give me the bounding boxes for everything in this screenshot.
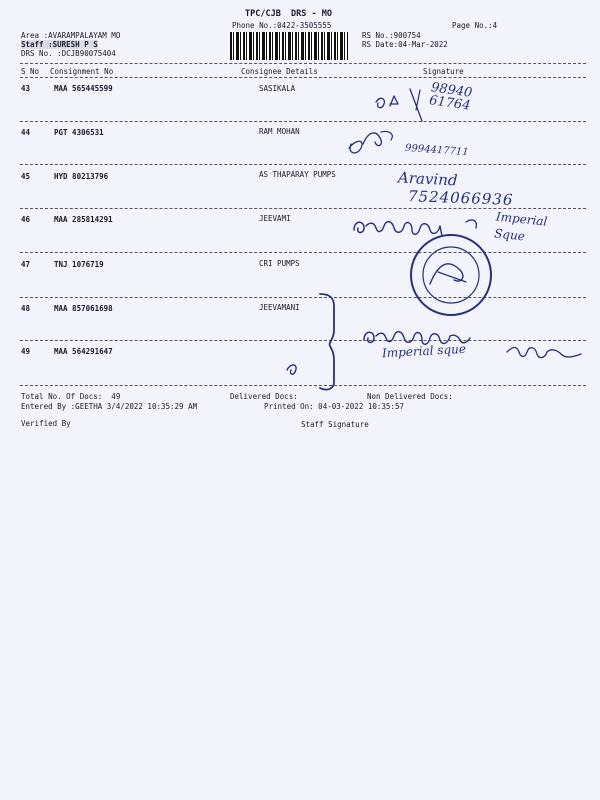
row-consignment: MAA 565445599 — [54, 84, 113, 93]
row-consignment: PGT 4306531 — [54, 128, 104, 137]
rs-number: RS No.:900754 — [362, 31, 421, 40]
row-consignee: JEEVAMI — [259, 214, 291, 223]
col-sno: S No — [21, 67, 40, 76]
header-divider-top — [20, 63, 586, 64]
handwritten-phone-row44: 9994417711 — [404, 142, 469, 159]
col-consignment: Consignment No — [50, 67, 114, 76]
handwritten-company-row46: Imperial Sque — [493, 209, 549, 244]
row-consignment: TNJ 1076719 — [54, 260, 104, 269]
row-sno: 44 — [21, 128, 31, 137]
row-consignment: HYD 80213796 — [54, 172, 109, 181]
signature-row49 — [505, 338, 585, 362]
row-divider — [20, 121, 586, 122]
row-sno: 45 — [21, 172, 31, 181]
entered-by: Entered By :GEETHA 3/4/2022 10:35:29 AM — [21, 402, 198, 411]
page-number: Page No.:4 — [452, 21, 498, 30]
col-signature: Signature — [423, 67, 464, 76]
row-consignee: AS THAPARAY PUMPS — [259, 170, 336, 179]
area-label: Area :AVARAMPALAYAM MO — [21, 31, 121, 40]
company-seal — [408, 232, 494, 318]
rs-date: RS Date:04-Mar-2022 — [362, 40, 448, 49]
non-delivered-docs: Non Delivered Docs: — [367, 392, 453, 401]
row-consignment: MAA 285814291 — [54, 215, 113, 224]
handwritten-name-row45: Aravind — [397, 168, 458, 190]
row-consignee: SASIKALA — [259, 84, 296, 93]
verified-by: Verified By — [21, 419, 71, 428]
header-divider-bottom — [20, 77, 586, 78]
bracket-mark — [300, 290, 360, 390]
row-consignee: RAM MOHAN — [259, 127, 300, 136]
row-consignee: CRI PUMPS — [259, 259, 300, 268]
row-sno: 48 — [21, 304, 31, 313]
printed-on: Printed On: 04-03-2022 10:35:57 — [264, 402, 404, 411]
row-sno: 43 — [21, 84, 31, 93]
col-consignee: Consignee Details — [241, 67, 318, 76]
staff-signature: Staff Signature — [301, 420, 369, 429]
signature-row43 — [370, 84, 450, 124]
total-docs: Total No. Of Docs: 49 — [21, 392, 121, 401]
delivered-docs: Delivered Docs: — [230, 392, 298, 401]
row-sno: 46 — [21, 215, 31, 224]
drs-number: DRS No. :DCJB90075404 — [21, 49, 116, 58]
row-consignment: MAA 857061698 — [54, 304, 113, 313]
sheet-title: TPC/CJB DRS - MO — [245, 9, 332, 19]
phone-number: Phone No.:0422-3505555 — [232, 21, 332, 30]
handwritten-phone-row43: 98940 61764 — [428, 80, 474, 114]
row-sno: 47 — [21, 260, 31, 269]
handwritten-company-row49: Imperial sque — [381, 341, 467, 361]
barcode — [230, 32, 348, 60]
row-consignee: JEEVAMANI — [259, 303, 300, 312]
row-sno: 49 — [21, 347, 31, 356]
handwritten-phone-row45: 7524066936 — [407, 187, 514, 209]
row-consignment: MAA 564291647 — [54, 347, 113, 356]
row-divider — [20, 252, 586, 253]
mark-row49 — [283, 358, 303, 378]
staff-label: Staff :SURESH P S — [21, 40, 98, 49]
signature-row44 — [345, 126, 405, 161]
row-divider — [20, 164, 586, 165]
